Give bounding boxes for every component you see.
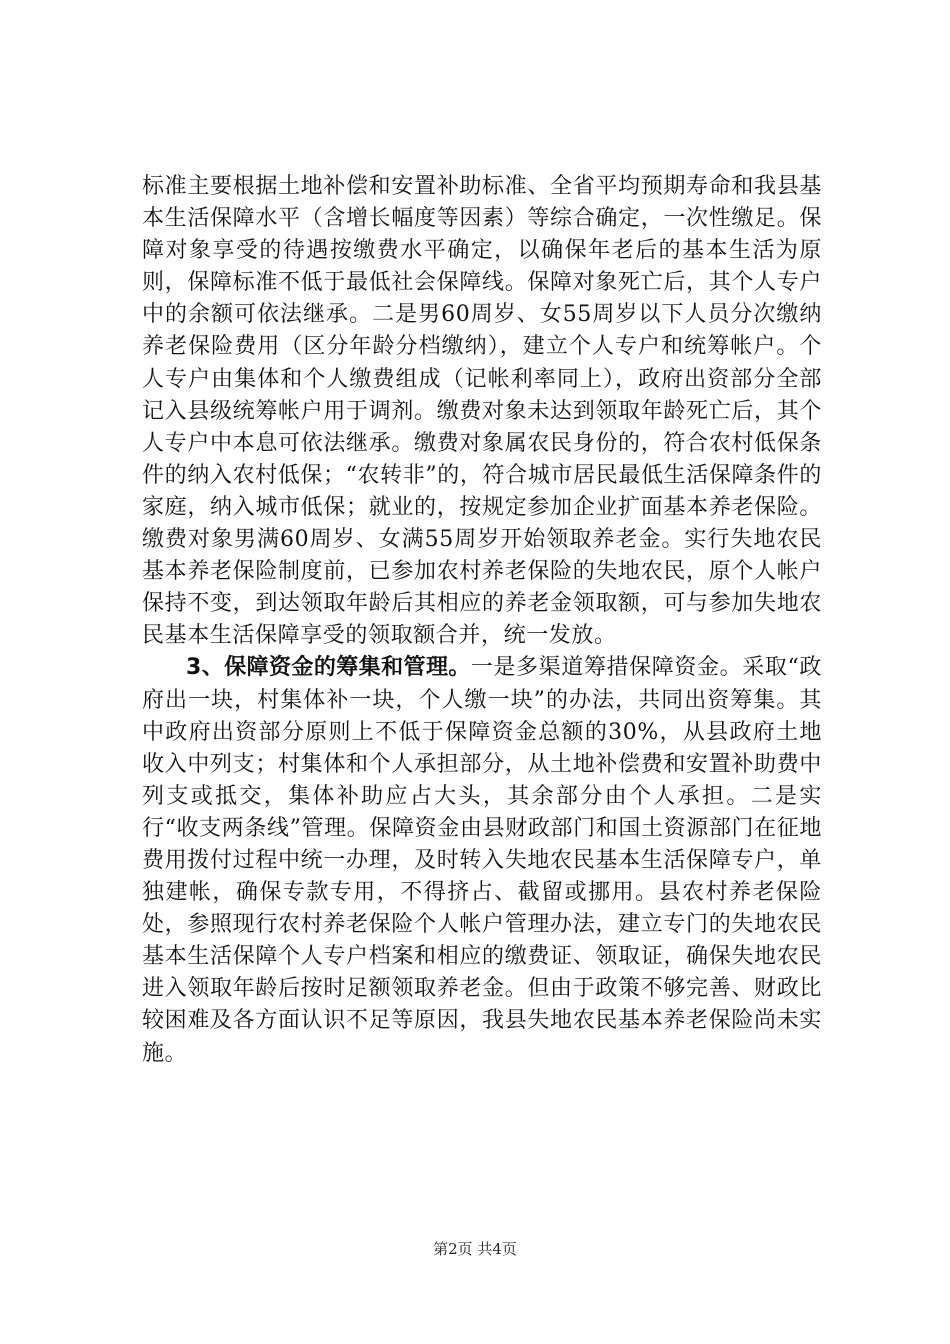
section-body-text: 一是多渠道筹措保障资金。采取“政府出一块，村集体补一块，个人缴一块”的办法，共同出资筹集。其中政府出资部分原则上不低于保障资金总额的30%，从县政府土地收入中列支；村集体和个人承担部分，从土地补偿费和安置补助费中列支或抵交，集体补助应占大头，其余部分由个人承担。二是实行“收支两条线”管理。保障资金由县财政部门和国土资源部门在征地费用拨付过程中统一办理，及时转入失地农民基本生活保障专户，单独建帐，确保专款专用，不得挤占、截留或挪用。县农村养老保险处，参照现行农村养老保险个人帐户管理办法，建立专门的失地农民基本生活保障个人专户档案和相应的缴费证、领取证，确保失地农民进入领取年龄后按时足额领取养老金。但由于政策不够完善、财政比较困难及各方面认识不足等原因，我县失地农民基本养老保险尚未实施。 — [142, 655, 822, 1066]
page-number: 第2页 共4页 — [433, 1240, 517, 1258]
page-footer — [0, 1238, 950, 1259]
section-heading: 3、保障资金的筹集和管理。 — [186, 655, 471, 681]
section-paragraph — [142, 652, 822, 1069]
body-paragraph: 标准主要根据土地补偿和安置补助标准、全省平均预期寿命和我县基本生活保障水平（含增长幅度等因素）等综合确定，一次性缴足。保障对象享受的待遇按缴费水平确定，以确保年老后的基本生活为原则，保障标准不低于最低社会保障线。保障对象死亡后，其个人专户中的余额可依法继承。二是男60周岁、女55周岁以下人员分次缴纳养老保险费用（区分年龄分档缴纳），建立个人专户和统筹帐户。个人专户由集体和个人缴费组成（记帐利率同上），政府出资部分全部记入县级统筹帐户用于调剂。缴费对象未达到领取年龄死亡后，其个人专户中本息可依法继承。缴费对象属农民身份的，符合农村低保条件的纳入农村低保；“农转非”的，符合城市居民最低生活保障条件的家庭，纳入城市低保；就业的，按规定参加企业扩面基本养老保险。缴费对象男满60周岁、女满55周岁开始领取养老金。实行失地农民基本养老保险制度前，已参加农村养老保险的失地农民，原个人帐户保持不变，到达领取年龄后其相应的养老金领取额，可与参加失地农民基本生活保障享受的领取额合并，统一发放。 — [142, 174, 822, 649]
document-body — [142, 171, 822, 1070]
